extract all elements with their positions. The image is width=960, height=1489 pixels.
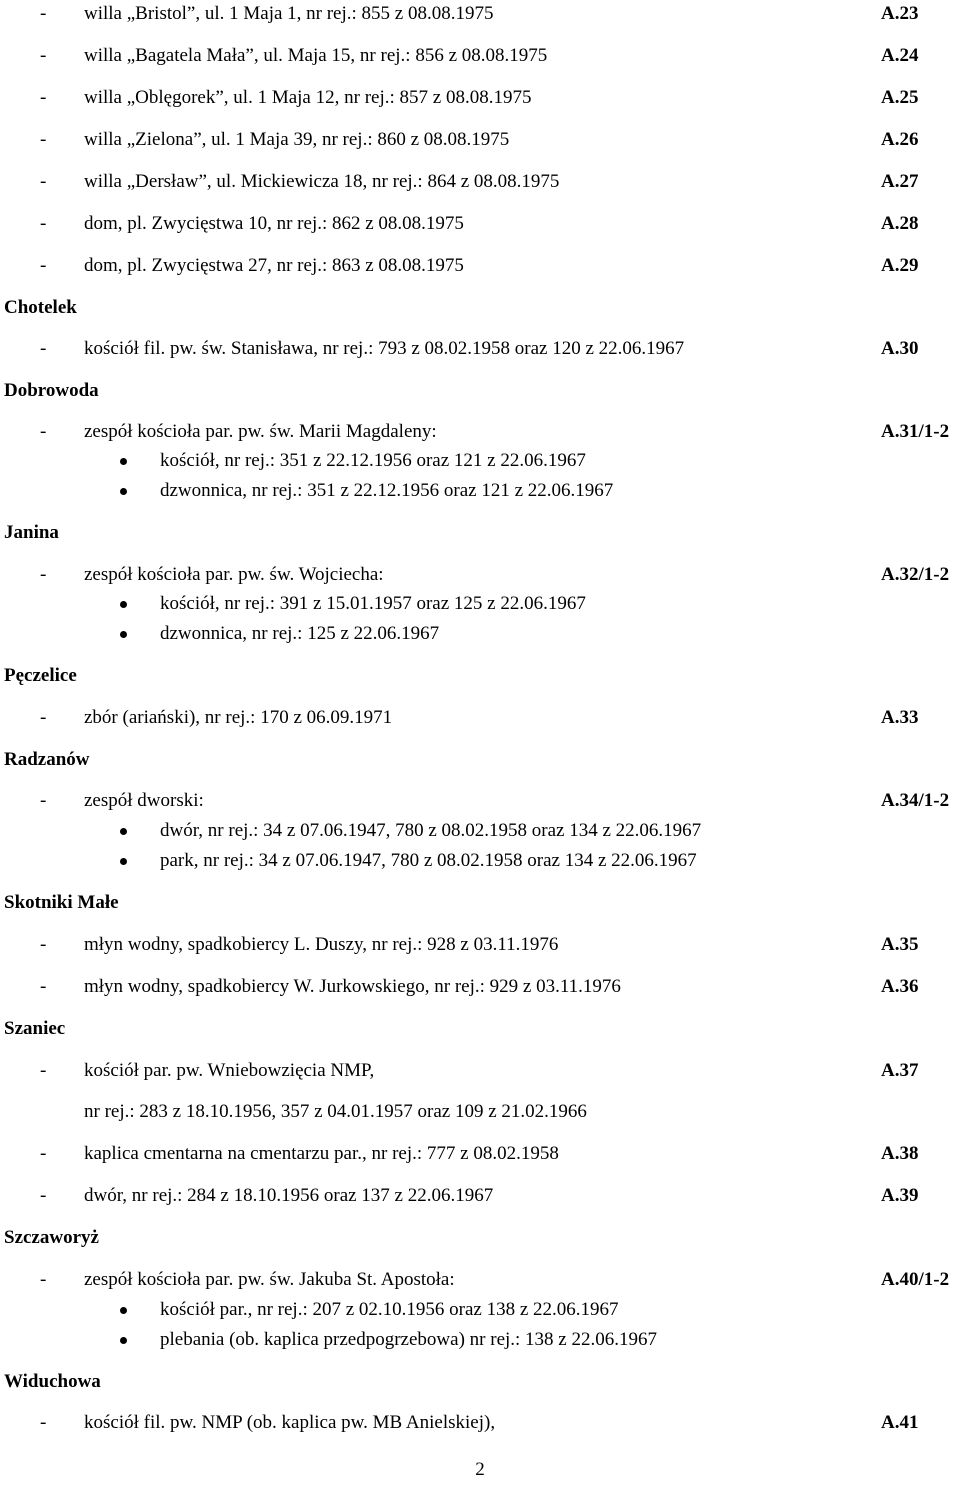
entry-text: willa „Zielona”, ul. 1 Maja 39, nr rej.: 860 z 08.08.1975 — [84, 129, 510, 150]
register-code: A.40/1-2 — [881, 1269, 950, 1290]
entry-text: willa „Oblęgorek”, ul. 1 Maja 12, nr rej.: 857 z 08.08.1975 — [84, 87, 532, 108]
list-item — [0, 337, 960, 361]
sub-entry-text: kościół, nr rej.: 351 z 22.12.1956 oraz 121 z 22.06.1967 — [160, 450, 586, 471]
entry-text: dom, pl. Zwycięstwa 10, nr rej.: 862 z 08.08.1975 — [84, 213, 464, 234]
place-heading — [0, 748, 960, 772]
sub-list-item — [0, 1328, 960, 1352]
list-item — [0, 254, 960, 278]
list-item — [0, 44, 960, 68]
dash-marker: - — [40, 171, 47, 192]
list-item — [0, 706, 960, 730]
list-item — [0, 1268, 960, 1292]
register-code: A.27 — [881, 171, 919, 192]
entry-text: zespół kościoła par. pw. św. Jakuba St. Apostoła: — [84, 1269, 455, 1290]
list-item — [0, 2, 960, 26]
register-code: A.36 — [881, 976, 919, 997]
register-code: A.28 — [881, 213, 919, 234]
sub-entry-text: kościół, nr rej.: 391 z 15.01.1957 oraz 125 z 22.06.1967 — [160, 593, 586, 614]
place-name: Dobrowoda — [4, 380, 99, 401]
entry-text: dwór, nr rej.: 284 z 18.10.1956 oraz 137 z 22.06.1967 — [84, 1185, 494, 1206]
entry-continuation-text: nr rej.: 283 z 18.10.1956, 357 z 04.01.1957 oraz 109 z 21.02.1966 — [84, 1101, 587, 1122]
register-code: A.23 — [881, 3, 919, 24]
sub-entry-text: plebania (ob. kaplica przedpogrzebowa) nr rej.: 138 z 22.06.1967 — [160, 1329, 657, 1350]
bullet-icon — [120, 458, 127, 465]
bullet-icon — [120, 858, 127, 865]
register-code: A.34/1-2 — [881, 790, 950, 811]
entry-text: kościół fil. pw. św. Stanisława, nr rej.: 793 z 08.02.1958 oraz 120 z 22.06.1967 — [84, 338, 685, 359]
place-name: Szaniec — [4, 1018, 66, 1039]
sub-list-item — [0, 849, 960, 873]
dash-marker: - — [40, 255, 47, 276]
place-heading — [0, 1017, 960, 1041]
dash-marker: - — [40, 338, 47, 359]
bullet-icon — [120, 1337, 127, 1344]
sub-entry-text: park, nr rej.: 34 z 07.06.1947, 780 z 08.02.1958 oraz 134 z 22.06.1967 — [160, 850, 697, 871]
list-item — [0, 563, 960, 587]
dash-marker: - — [40, 45, 47, 66]
place-name: Janina — [4, 522, 59, 543]
register-code: A.32/1-2 — [881, 564, 950, 585]
entry-text: kaplica cmentarna na cmentarzu par., nr rej.: 777 z 08.02.1958 — [84, 1143, 559, 1164]
place-heading — [0, 1370, 960, 1394]
sub-list-item — [0, 592, 960, 616]
list-item — [0, 86, 960, 110]
dash-marker: - — [40, 1143, 47, 1164]
dash-marker: - — [40, 3, 47, 24]
list-item — [0, 420, 960, 444]
dash-marker: - — [40, 213, 47, 234]
register-code: A.41 — [881, 1412, 919, 1433]
place-name: Radzanów — [4, 749, 90, 770]
list-item — [0, 1059, 960, 1083]
place-name: Szczaworyż — [4, 1227, 99, 1248]
register-code: A.29 — [881, 255, 919, 276]
dash-marker: - — [40, 707, 47, 728]
sub-list-item — [0, 819, 960, 843]
sub-entry-text: kościół par., nr rej.: 207 z 02.10.1956 oraz 138 z 22.06.1967 — [160, 1299, 619, 1320]
register-code: A.38 — [881, 1143, 919, 1164]
list-item — [0, 1142, 960, 1166]
place-name: Skotniki Małe — [4, 892, 119, 913]
list-item — [0, 789, 960, 813]
list-item — [0, 128, 960, 152]
list-item — [0, 975, 960, 999]
sub-entry-text: dwór, nr rej.: 34 z 07.06.1947, 780 z 08.02.1958 oraz 134 z 22.06.1967 — [160, 820, 702, 841]
entry-text: młyn wodny, spadkobiercy L. Duszy, nr rej.: 928 z 03.11.1976 — [84, 934, 559, 955]
entry-text: zespół kościoła par. pw. św. Wojciecha: — [84, 564, 384, 585]
place-heading — [0, 664, 960, 688]
entry-text: willa „Bristol”, ul. 1 Maja 1, nr rej.: 855 z 08.08.1975 — [84, 3, 494, 24]
entry-text: młyn wodny, spadkobiercy W. Jurkowskiego, nr rej.: 929 z 03.11.1976 — [84, 976, 621, 997]
page-number: 2 — [475, 1459, 485, 1480]
sub-list-item — [0, 449, 960, 473]
bullet-icon — [120, 828, 127, 835]
bullet-icon — [120, 1307, 127, 1314]
place-heading — [0, 521, 960, 545]
register-code: A.30 — [881, 338, 919, 359]
dash-marker: - — [40, 1412, 47, 1433]
register-code: A.31/1-2 — [881, 421, 950, 442]
bullet-icon — [120, 488, 127, 495]
dash-marker: - — [40, 976, 47, 997]
register-code: A.37 — [881, 1060, 919, 1081]
dash-marker: - — [40, 1060, 47, 1081]
place-name: Widuchowa — [4, 1371, 101, 1392]
place-name: Pęczelice — [4, 665, 77, 686]
sub-entry-text: dzwonnica, nr rej.: 351 z 22.12.1956 oraz 121 z 22.06.1967 — [160, 480, 614, 501]
entry-text: kościół par. pw. Wniebowzięcia NMP, — [84, 1060, 375, 1081]
entry-text: kościół fil. pw. NMP (ob. kaplica pw. MB Anielskiej), — [84, 1412, 496, 1433]
dash-marker: - — [40, 1269, 47, 1290]
register-code: A.25 — [881, 87, 919, 108]
dash-marker: - — [40, 87, 47, 108]
entry-text: zespół dworski: — [84, 790, 204, 811]
list-item — [0, 212, 960, 236]
bullet-icon — [120, 631, 127, 638]
register-code: A.39 — [881, 1185, 919, 1206]
entry-text: willa „Bagatela Mała”, ul. Maja 15, nr rej.: 856 z 08.08.1975 — [84, 45, 548, 66]
register-code: A.24 — [881, 45, 919, 66]
place-heading — [0, 891, 960, 915]
list-item-continuation — [0, 1100, 960, 1124]
bullet-icon — [120, 601, 127, 608]
dash-marker: - — [40, 790, 47, 811]
list-item — [0, 1411, 960, 1435]
list-item — [0, 1184, 960, 1208]
place-heading — [0, 379, 960, 403]
dash-marker: - — [40, 421, 47, 442]
dash-marker: - — [40, 564, 47, 585]
entry-text: dom, pl. Zwycięstwa 27, nr rej.: 863 z 08.08.1975 — [84, 255, 464, 276]
list-item — [0, 933, 960, 957]
register-code: A.35 — [881, 934, 919, 955]
sub-entry-text: dzwonnica, nr rej.: 125 z 22.06.1967 — [160, 623, 440, 644]
sub-list-item — [0, 622, 960, 646]
place-heading — [0, 1226, 960, 1250]
dash-marker: - — [40, 934, 47, 955]
entry-text: willa „Dersław”, ul. Mickiewicza 18, nr rej.: 864 z 08.08.1975 — [84, 171, 560, 192]
sub-list-item — [0, 479, 960, 503]
place-heading — [0, 296, 960, 320]
dash-marker: - — [40, 1185, 47, 1206]
register-code: A.33 — [881, 707, 919, 728]
entry-text: zbór (ariański), nr rej.: 170 z 06.09.1971 — [84, 707, 393, 728]
entry-text: zespół kościoła par. pw. św. Marii Magdaleny: — [84, 421, 437, 442]
place-name: Chotelek — [4, 297, 77, 318]
register-code: A.26 — [881, 129, 919, 150]
dash-marker: - — [40, 129, 47, 150]
list-item — [0, 170, 960, 194]
sub-list-item — [0, 1298, 960, 1322]
